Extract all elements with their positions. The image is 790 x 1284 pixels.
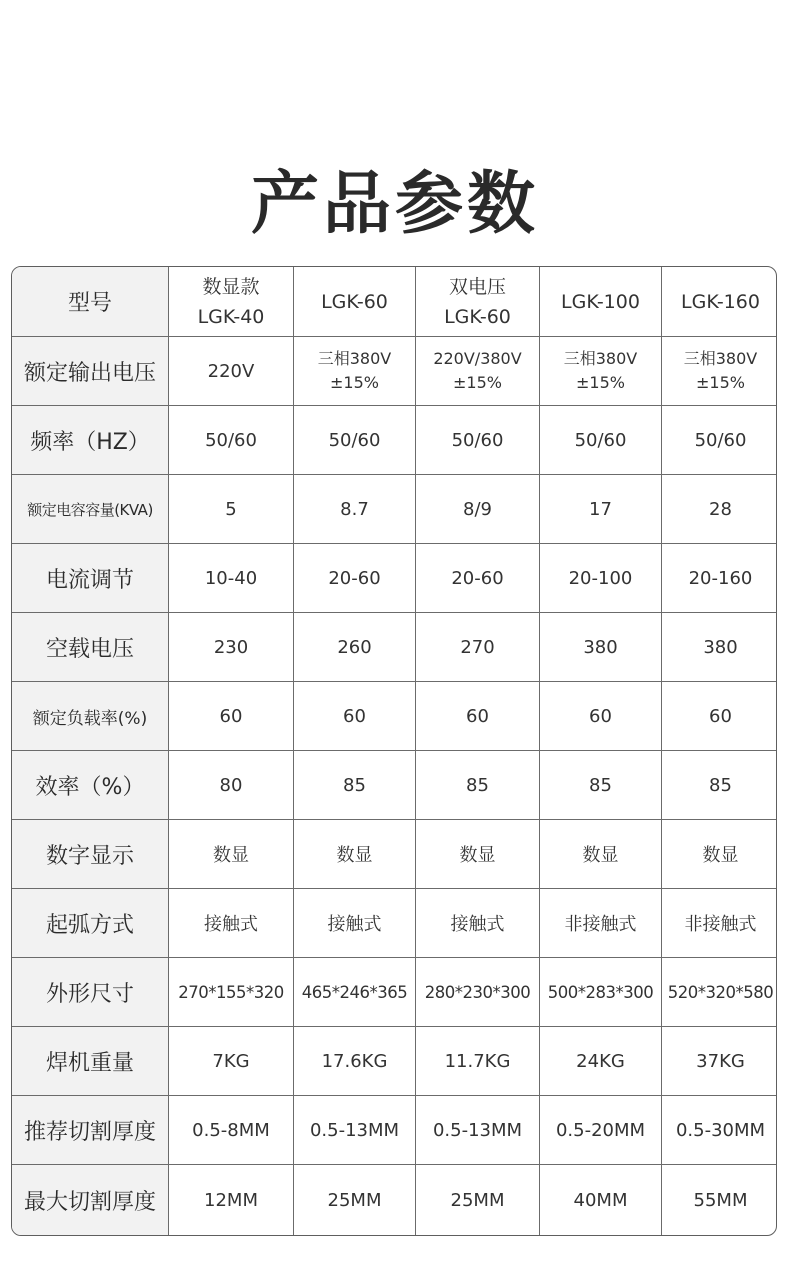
model-name-line1: 数显款 [202,275,260,298]
table-cell: 230 [169,613,294,682]
table-cell: 50/60 [540,406,662,475]
table-cell: 数显 [662,820,778,889]
table-cell: 50/60 [294,406,416,475]
row-label: 数字显示 [12,820,169,889]
table-row-digital-display [12,820,778,889]
table-cell: 60 [662,682,778,751]
table-row-recommended-cut-thickness [12,1096,778,1165]
table-cell: 非接触式 [540,889,662,958]
spec-table [11,266,777,1236]
model-name-line1: LGK-60 [321,290,388,313]
table-header-row [12,267,778,337]
table-cell: 85 [662,751,778,820]
table-cell: 17.6KG [294,1027,416,1096]
row-label: 空载电压 [12,613,169,682]
cell-line2: ±15% [453,373,502,392]
table-cell: 465*246*365 [294,958,416,1027]
table-cell: 非接触式 [662,889,778,958]
table-row-dimensions [12,958,778,1027]
cell-line1: 三相380V [683,349,758,368]
header-label-model: 型号 [12,267,169,337]
table-cell: 520*320*580 [662,958,778,1027]
table-cell: 12MM [169,1165,294,1237]
row-label: 频率（HZ） [12,406,169,475]
table-cell: 60 [416,682,540,751]
row-label: 最大切割厚度 [12,1165,169,1237]
model-header-4 [540,267,662,337]
table-cell: 50/60 [169,406,294,475]
table-cell: 260 [294,613,416,682]
table-cell: 20-100 [540,544,662,613]
table-row-weight [12,1027,778,1096]
spec-table-container [11,266,777,1236]
row-label: 外形尺寸 [12,958,169,1027]
cell-line1: 三相380V [563,349,638,368]
model-header-3 [416,267,540,337]
table-cell: 8/9 [416,475,540,544]
table-cell: 80 [169,751,294,820]
table-row-max-cut-thickness [12,1165,778,1237]
table-row-arc-start-mode [12,889,778,958]
model-name-line1: LGK-160 [681,290,760,313]
cell-line2: ±15% [330,373,379,392]
table-cell: 270*155*320 [169,958,294,1027]
model-header-2 [294,267,416,337]
table-cell: 20-60 [294,544,416,613]
table-cell: 0.5-8MM [169,1096,294,1165]
table-cell: 17 [540,475,662,544]
table-cell [416,337,540,406]
table-cell: 55MM [662,1165,778,1237]
table-cell: 数显 [540,820,662,889]
cell-line2: ±15% [696,373,745,392]
table-cell: 270 [416,613,540,682]
table-cell: 85 [540,751,662,820]
table-cell: 20-60 [416,544,540,613]
table-cell: 37KG [662,1027,778,1096]
table-cell [540,337,662,406]
table-cell: 数显 [294,820,416,889]
table-cell: 28 [662,475,778,544]
cell-line2: ±15% [576,373,625,392]
table-cell: 接触式 [416,889,540,958]
table-row-rated-output-voltage [12,337,778,406]
model-name-line2: LGK-40 [197,305,265,328]
table-cell: 5 [169,475,294,544]
table-cell: 0.5-13MM [416,1096,540,1165]
model-header-1 [169,267,294,337]
table-row-rated-capacity [12,475,778,544]
table-cell: 8.7 [294,475,416,544]
table-cell: 50/60 [416,406,540,475]
model-header-5 [662,267,778,337]
table-cell: 20-160 [662,544,778,613]
table-cell: 500*283*300 [540,958,662,1027]
table-cell: 数显 [416,820,540,889]
model-name-line2: LGK-60 [444,305,511,328]
table-cell: 60 [540,682,662,751]
table-cell: 24KG [540,1027,662,1096]
model-name-line1: 双电压 [448,275,506,298]
table-cell: 60 [169,682,294,751]
table-cell: 接触式 [294,889,416,958]
row-label: 额定电容容量(KVA) [12,475,169,544]
row-label: 额定负载率(%) [12,682,169,751]
table-cell: 0.5-20MM [540,1096,662,1165]
table-row-efficiency [12,751,778,820]
cell-line1: 三相380V [317,349,392,368]
row-label: 起弧方式 [12,889,169,958]
page-title: 产品参数 [250,165,539,244]
row-label: 焊机重量 [12,1027,169,1096]
table-row-rated-duty-cycle [12,682,778,751]
table-cell: 0.5-13MM [294,1096,416,1165]
table-cell: 数显 [169,820,294,889]
table-cell: 85 [416,751,540,820]
table-cell: 40MM [540,1165,662,1237]
table-cell: 220V [169,337,294,406]
table-cell: 380 [540,613,662,682]
table-cell [662,337,778,406]
row-label: 电流调节 [12,544,169,613]
table-row-no-load-voltage [12,613,778,682]
table-cell: 11.7KG [416,1027,540,1096]
table-cell: 25MM [416,1165,540,1237]
table-cell: 接触式 [169,889,294,958]
table-row-frequency [12,406,778,475]
table-row-current-adjust [12,544,778,613]
row-label: 效率（%） [12,751,169,820]
row-label: 额定输出电压 [12,337,169,406]
table-cell: 50/60 [662,406,778,475]
table-cell: 25MM [294,1165,416,1237]
table-cell: 85 [294,751,416,820]
cell-line1: 220V/380V [433,349,522,368]
table-cell [294,337,416,406]
table-cell: 60 [294,682,416,751]
table-cell: 280*230*300 [416,958,540,1027]
table-cell: 380 [662,613,778,682]
table-cell: 7KG [169,1027,294,1096]
model-name-line1: LGK-100 [561,290,640,313]
table-cell: 0.5-30MM [662,1096,778,1165]
row-label: 推荐切割厚度 [12,1096,169,1165]
table-cell: 10-40 [169,544,294,613]
